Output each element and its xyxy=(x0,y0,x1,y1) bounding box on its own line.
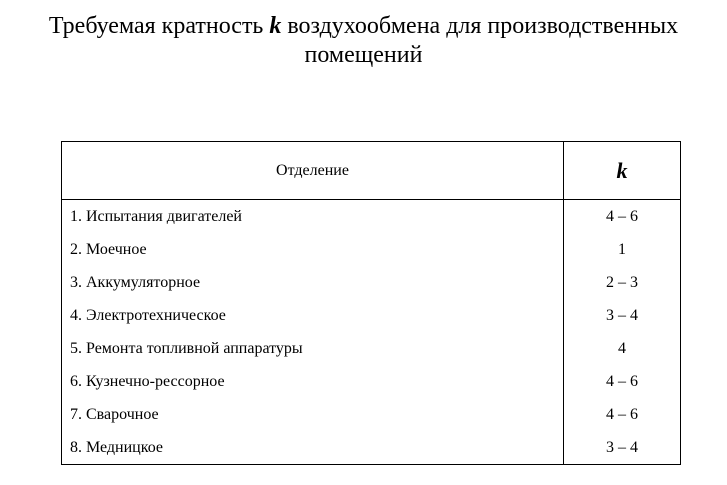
row-department-name: 6. Кузнечно-рессорное xyxy=(62,365,564,398)
row-k-value: 4 xyxy=(564,332,681,365)
table-row xyxy=(62,233,681,266)
row-department-name: 7. Сварочное xyxy=(62,398,564,431)
row-k-value: 2 – 3 xyxy=(564,266,681,299)
row-k-value: 4 – 6 xyxy=(564,365,681,398)
table-row xyxy=(62,266,681,299)
row-department-name: 4. Электротехническое xyxy=(62,299,564,332)
air-exchange-table xyxy=(61,141,681,465)
title-text-start: Требуемая кратность xyxy=(48,13,270,39)
table-row xyxy=(62,200,681,234)
row-department-name: 5. Ремонта топливной аппаратуры xyxy=(62,332,564,365)
row-k-value: 3 – 4 xyxy=(564,431,681,465)
row-department-name: 8. Медницкое xyxy=(62,431,564,465)
row-k-value: 3 – 4 xyxy=(564,299,681,332)
column-header-department: Отделение xyxy=(62,142,564,200)
title-text-end: воздухообмена для производственных xyxy=(281,13,679,39)
title-k-variable: k xyxy=(269,13,282,39)
row-k-value: 1 xyxy=(564,233,681,266)
title-line-1 xyxy=(0,12,727,41)
table-row xyxy=(62,299,681,332)
row-department-name: 3. Аккумуляторное xyxy=(62,266,564,299)
air-exchange-table-container xyxy=(61,141,680,465)
row-k-value: 4 – 6 xyxy=(564,398,681,431)
column-header-k: k xyxy=(564,142,681,200)
table-row xyxy=(62,365,681,398)
table-row xyxy=(62,398,681,431)
title-line-2: помещений xyxy=(304,42,423,68)
row-k-value: 4 – 6 xyxy=(564,200,681,234)
row-department-name: 2. Моечное xyxy=(62,233,564,266)
table-header-row xyxy=(62,142,681,200)
page-title xyxy=(0,12,727,70)
table-row xyxy=(62,332,681,365)
table-row xyxy=(62,431,681,465)
row-department-name: 1. Испытания двигателей xyxy=(62,200,564,234)
